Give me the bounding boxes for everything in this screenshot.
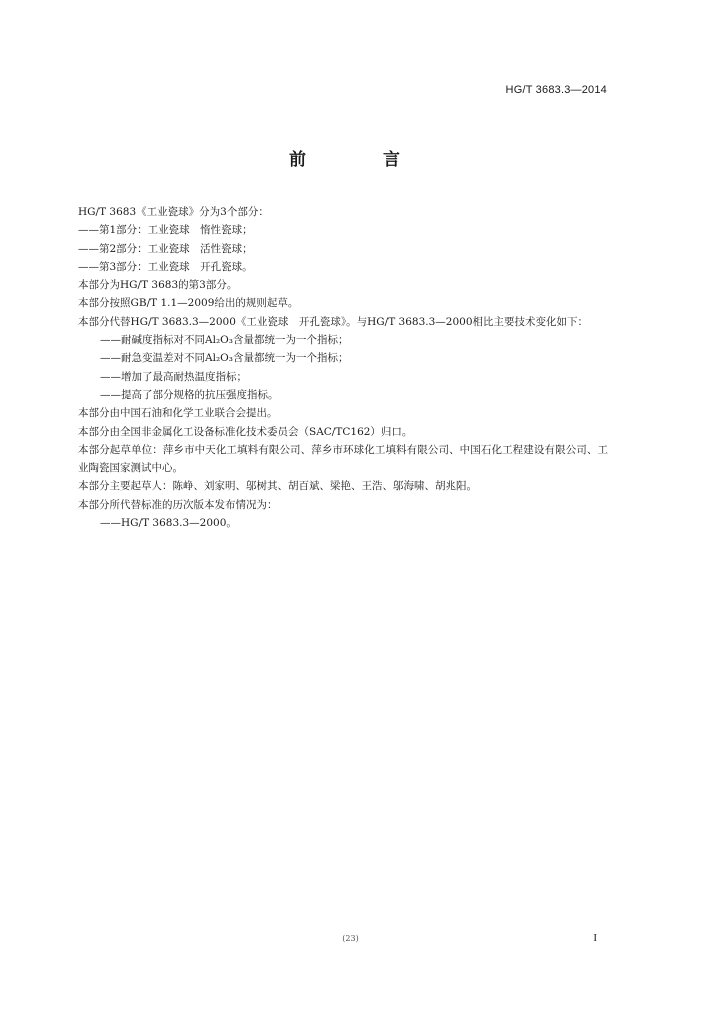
list-item-part-1: ——第1部分：工业瓷球 惰性瓷球； xyxy=(78,224,253,237)
page-number-roman: I xyxy=(593,932,597,944)
list-item-change-1: ——耐碱度指标对不同Al₂O₃含量都统一为一个指标； xyxy=(100,334,349,347)
paragraph-drafters: 本部分主要起草人：陈峥、刘家明、邬树其、胡百斌、梁艳、王浩、邬海啸、胡兆阳。 xyxy=(78,480,477,493)
paragraph-replaces: 本部分代替HG/T 3683.3—2000《工业瓷球 开孔瓷球》。与HG/T 3683.3—2000相比主要技术变化如下： xyxy=(78,315,589,328)
foreword-body xyxy=(78,203,608,532)
paragraph-this-part: 本部分为HG/T 3683的第3部分。 xyxy=(78,279,238,292)
list-item-change-4: ——提高了部分规格的抗压强度指标。 xyxy=(100,388,279,401)
paragraph-parts-intro: HG/T 3683《工业瓷球》分为3个部分： xyxy=(78,206,269,218)
paragraph-previous-editions: 本部分所代替标准的历次版本发布情况为： xyxy=(78,498,278,511)
standard-code: HG/T 3683.3—2014 xyxy=(505,84,607,96)
paragraph-under-jurisdiction: 本部分由全国非金属化工设备标准化技术委员会（SAC/TC162）归口。 xyxy=(78,425,413,438)
paragraph-drafting-units: 本部分起草单位：萍乡市中天化工填料有限公司、萍乡市环球化工填料有限公司、中国石化工程建设有限公司、工业陶瓷国家测试中心。 xyxy=(78,443,608,475)
list-item-part-3: ——第3部分：工业瓷球 开孔瓷球。 xyxy=(78,260,253,273)
list-item-change-3: ——增加了最高耐热温度指标； xyxy=(100,370,247,383)
list-item-part-2: ——第2部分：工业瓷球 活性瓷球； xyxy=(78,242,253,255)
page-number-center: (23) xyxy=(342,934,359,943)
page-title: 前 言 xyxy=(289,150,430,170)
paragraph-drafting-rules: 本部分按照GB/T 1.1—2009给出的规则起草。 xyxy=(78,297,299,310)
list-item-previous-edition: ——HG/T 3683.3—2000。 xyxy=(100,517,237,530)
paragraph-proposed-by: 本部分由中国石油和化学工业联合会提出。 xyxy=(78,407,278,420)
list-item-change-2: ——耐急变温差对不同Al₂O₃含量都统一为一个指标； xyxy=(100,352,349,365)
